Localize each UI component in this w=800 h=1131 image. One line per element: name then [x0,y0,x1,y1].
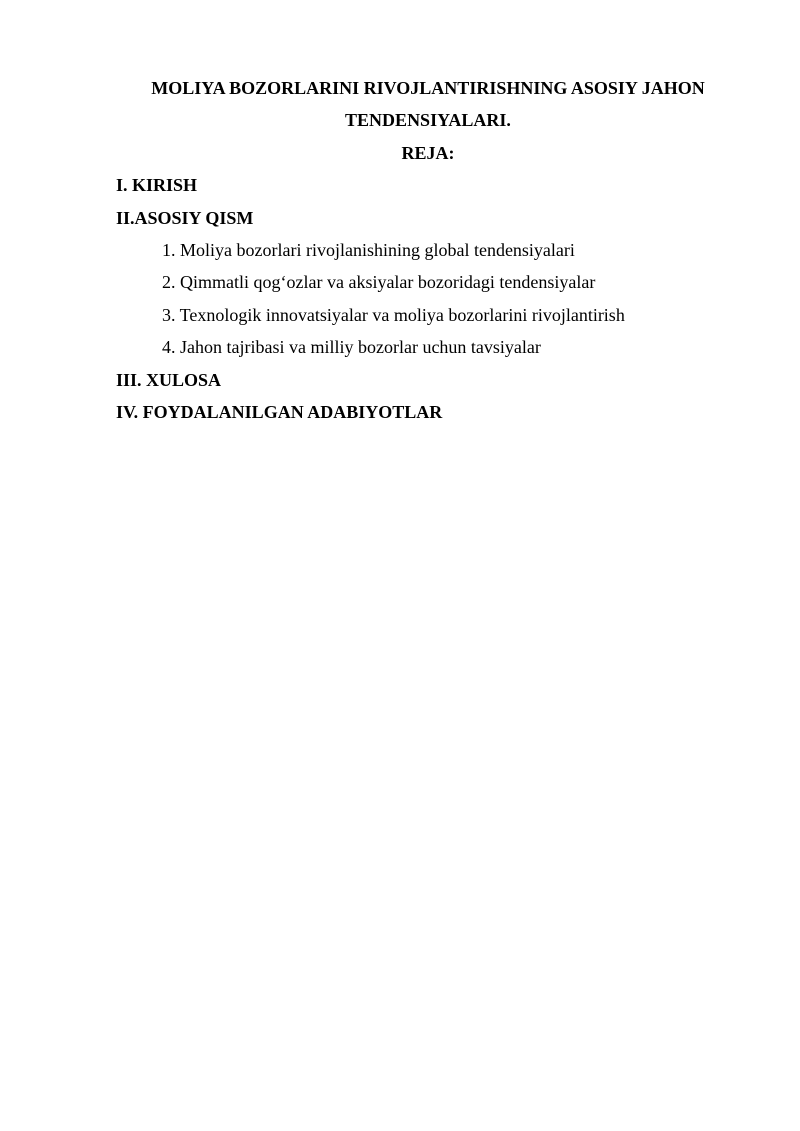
main-item-3: 3. Texnologik innovatsiyalar va moliya bozorlarini rivojlantirish [162,305,625,325]
section-intro: I. KIRISH [116,175,198,195]
main-item-4: 4. Jahon tajribasi va milliy bozorlar uchun tavsiyalar [162,337,541,357]
document-title-line-2: TENDENSIYALARI. [345,110,511,130]
main-item-2: 2. Qimmatli qog‘ozlar va aksiyalar bozoridagi tendensiyalar [162,272,596,292]
section-references: IV. FOYDALANILGAN ADABIYOTLAR [116,402,443,422]
section-conclusion: III. XULOSA [116,370,222,390]
section-main: II.ASOSIY QISM [116,208,254,228]
main-item-1: 1. Moliya bozorlari rivojlanishining global tendensiyalari [162,240,575,260]
document-title-line-1: MOLIYA BOZORLARINI RIVOJLANTIRISHNING ASOSIY JAHON [151,78,705,98]
plan-heading: REJA: [401,143,455,163]
